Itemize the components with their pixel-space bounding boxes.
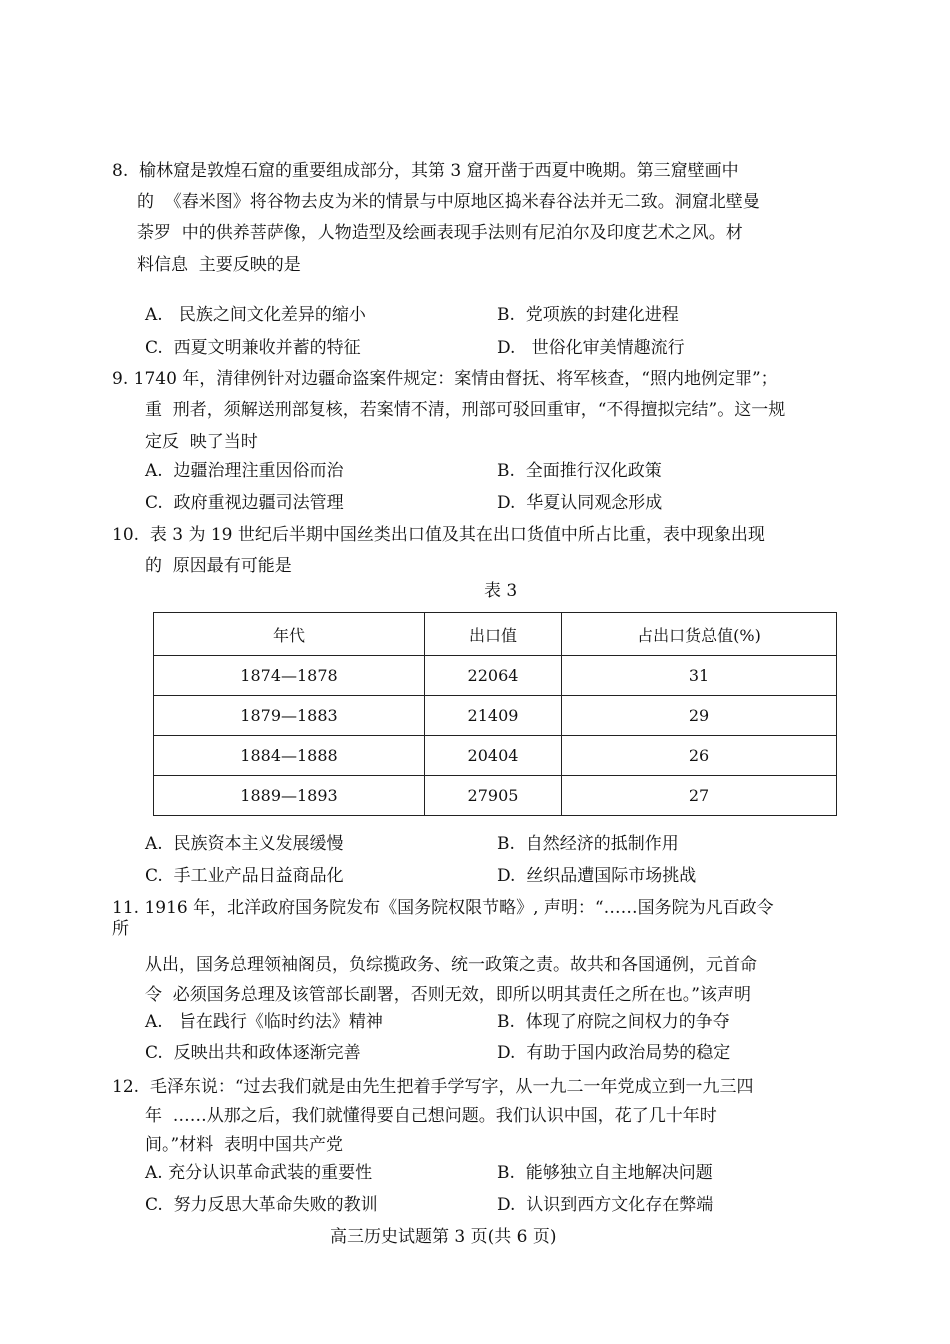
question-9-option-c[interactable]: C. 政府重视边疆司法管理 xyxy=(145,493,344,513)
table-cell: 27 xyxy=(562,776,837,816)
question-8-option-a[interactable]: A. 民族之间文化差异的缩小 xyxy=(145,305,366,325)
question-10-option-c[interactable]: C. 手工业产品日益商品化 xyxy=(145,866,344,886)
question-10-line-2: 的 原因最有可能是 xyxy=(145,556,292,576)
data-table xyxy=(153,612,837,816)
question-8-option-c[interactable]: C. 西夏文明兼收并蓄的特征 xyxy=(145,338,361,358)
question-8-line-1: 8. 榆林窟是敦煌石窟的重要组成部分，其第 3 窟开凿于西夏中晚期。第三窟壁画中 xyxy=(112,161,739,181)
table-cell: 20404 xyxy=(425,736,562,776)
question-11-line-1: 11. 1916 年，北洋政府国务院发布《国务院权限节略》, 声明：“……国务院为凡百政令 xyxy=(112,898,774,918)
question-10-line-1: 10. 表 3 为 19 世纪后半期中国丝类出口值及其在出口货值中所占比重，表中现象出现 xyxy=(112,525,765,545)
page-footer: 高三历史试题第 3 页(共 6 页) xyxy=(330,1227,557,1247)
question-11-line-2: 所 xyxy=(112,919,129,939)
question-12-line-1: 12. 毛泽东说：“过去我们就是由先生把着手学写字，从一九二一年党成立到一九三四 xyxy=(112,1077,754,1097)
question-9-line-2: 重 刑者，须解送刑部复核，若案情不清，刑部可驳回重审，“不得擅拟完结”。这一规 xyxy=(145,400,786,420)
question-11-line-3: 从出，国务总理领袖阁员，负综揽政务、统一政策之责。故共和各国通例，元首命 xyxy=(145,955,757,975)
question-8-line-4: 料信息 主要反映的是 xyxy=(137,255,301,275)
table-header-cell: 出口值 xyxy=(425,613,562,656)
table-cell: 29 xyxy=(562,696,837,736)
question-9-option-d[interactable]: D. 华夏认同观念形成 xyxy=(497,493,663,513)
question-10-option-b[interactable]: B. 自然经济的抵制作用 xyxy=(497,834,679,854)
question-9-option-a[interactable]: A. 边疆治理注重因俗而治 xyxy=(145,461,344,481)
question-8-line-2: 的 《舂米图》将谷物去皮为米的情景与中原地区捣米舂谷法并无二致。洞窟北壁曼 xyxy=(137,192,760,212)
table-cell: 31 xyxy=(562,656,837,696)
table-cell: 27905 xyxy=(425,776,562,816)
table-row xyxy=(154,736,837,776)
question-11-option-b[interactable]: B. 体现了府院之间权力的争夺 xyxy=(497,1012,730,1032)
table-header-row xyxy=(154,613,837,656)
table-row xyxy=(154,776,837,816)
question-8-line-3: 荼罗 中的供养菩萨像，人物造型及绘画表现手法则有尼泊尔及印度艺术之风。材 xyxy=(137,223,743,243)
question-11-option-d[interactable]: D. 有助于国内政治局势的稳定 xyxy=(497,1043,731,1063)
question-8-option-d[interactable]: D. 世俗化审美情趣流行 xyxy=(497,338,685,358)
table-cell: 26 xyxy=(562,736,837,776)
table-cell: 22064 xyxy=(425,656,562,696)
question-8-option-b[interactable]: B. 党项族的封建化进程 xyxy=(497,305,679,325)
question-11-option-a[interactable]: A. 旨在践行《临时约法》精神 xyxy=(145,1012,383,1032)
question-12-option-d[interactable]: D. 认识到西方文化存在弊端 xyxy=(497,1195,714,1215)
table-header-cell: 占出口货总值(%) xyxy=(562,613,837,656)
question-12-option-c[interactable]: C. 努力反思大革命失败的教训 xyxy=(145,1195,378,1215)
question-12-line-2: 年 ……从那之后，我们就懂得要自己想问题。我们认识中国，花了几十年时 xyxy=(145,1106,717,1126)
table-row xyxy=(154,656,837,696)
question-9-line-3: 定反 映了当时 xyxy=(145,432,258,452)
question-12-option-b[interactable]: B. 能够独立自主地解决问题 xyxy=(497,1163,713,1183)
question-10-option-a[interactable]: A. 民族资本主义发展缓慢 xyxy=(145,834,344,854)
question-12-option-a[interactable]: A. 充分认识革命武装的重要性 xyxy=(145,1163,373,1183)
question-10-option-d[interactable]: D. 丝织品遭国际市场挑战 xyxy=(497,866,697,886)
question-11-line-4: 令 必须国务总理及该管部长副署，否则无效，即所以明其责任之所在也。”该声明 xyxy=(145,985,751,1005)
table-row xyxy=(154,696,837,736)
table-cell: 1874—1878 xyxy=(154,656,425,696)
question-12-line-3: 间。”材料 表明中国共产党 xyxy=(145,1135,343,1155)
table-header-cell: 年代 xyxy=(154,613,425,656)
table-caption: 表 3 xyxy=(484,581,518,601)
question-9-option-b[interactable]: B. 全面推行汉化政策 xyxy=(497,461,662,481)
question-9-line-1: 9. 1740 年，清律例针对边疆命盗案件规定：案情由督抚、将军核查，“照内地例定罪”； xyxy=(112,369,778,389)
table-cell: 21409 xyxy=(425,696,562,736)
table-cell: 1889—1893 xyxy=(154,776,425,816)
question-11-option-c[interactable]: C. 反映出共和政体逐渐完善 xyxy=(145,1043,361,1063)
table-cell: 1879—1883 xyxy=(154,696,425,736)
table-cell: 1884—1888 xyxy=(154,736,425,776)
